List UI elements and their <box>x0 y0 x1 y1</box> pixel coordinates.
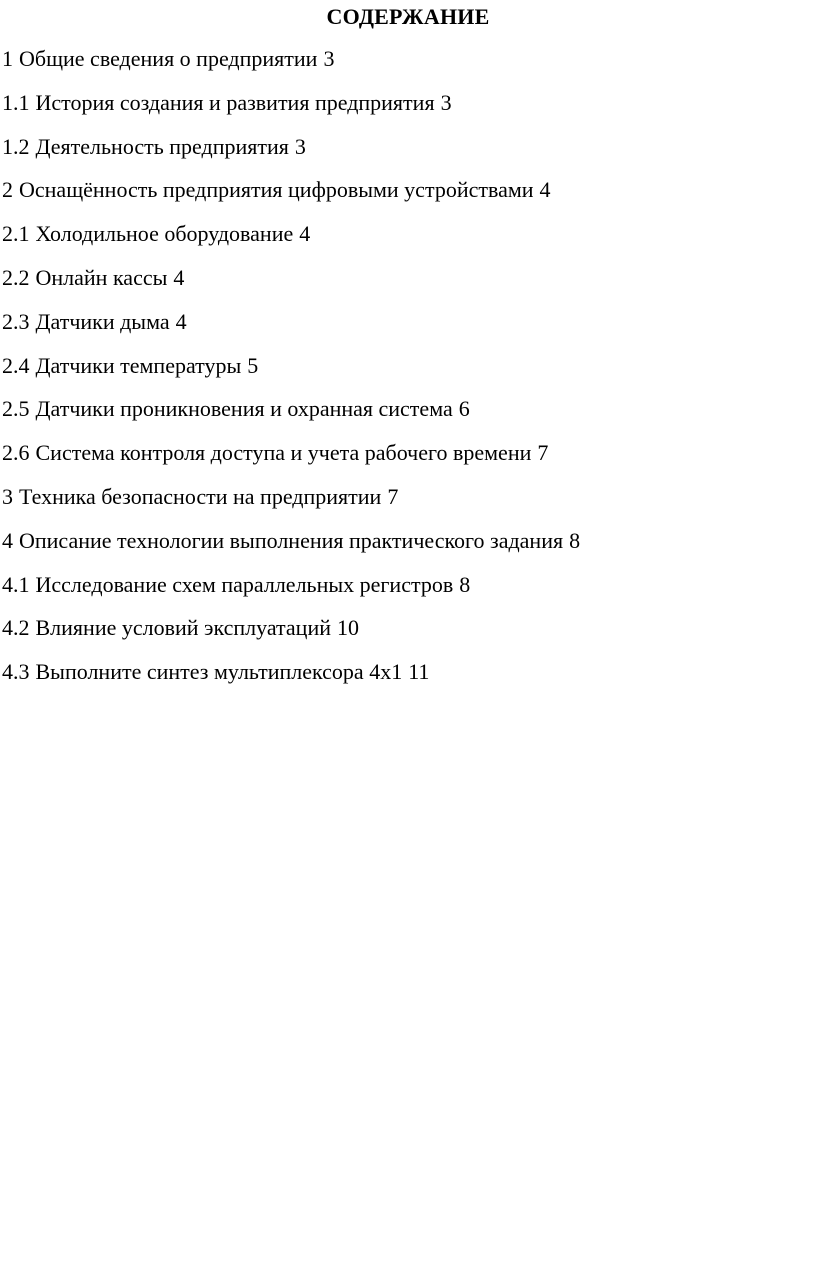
toc-entry-page: 4 <box>539 177 551 203</box>
toc-entry-number: 2.5 <box>2 396 30 422</box>
table-of-contents <box>2 46 580 703</box>
toc-entry-title: История создания и развития предприятия <box>35 89 435 115</box>
toc-entry-title: Холодильное оборудование <box>35 221 294 247</box>
toc-entry-page: 10 <box>337 615 360 641</box>
toc-entry-page: 8 <box>569 527 581 553</box>
toc-entry-number: 1.2 <box>2 133 30 159</box>
toc-entry <box>2 177 580 221</box>
toc-entry <box>2 615 580 659</box>
toc-entry-number: 2.2 <box>2 264 30 290</box>
toc-entry-number: 2.6 <box>2 440 30 466</box>
toc-entry-number: 1 <box>2 46 13 71</box>
toc-entry-page: 11 <box>408 659 430 685</box>
toc-entry-page: 3 <box>323 46 335 71</box>
toc-entry-number: 4.3 <box>2 659 30 685</box>
toc-entry-title: Онлайн кассы <box>35 264 168 290</box>
toc-entry-number: 3 <box>2 483 13 509</box>
toc-entry-number: 4.2 <box>2 615 30 641</box>
toc-entry-title: Система контроля доступа и учета рабочего времени <box>35 440 532 466</box>
toc-entry <box>2 528 580 572</box>
toc-entry-title: Влияние условий эксплуатаций <box>35 615 332 641</box>
toc-entry-page: 3 <box>440 89 452 115</box>
toc-entry-number: 2.4 <box>2 352 30 378</box>
toc-entry <box>2 353 580 397</box>
toc-entry <box>2 134 580 178</box>
toc-entry-number: 2.1 <box>2 221 30 247</box>
toc-entry <box>2 46 580 90</box>
toc-entry-title: Деятельность предприятия <box>35 133 289 159</box>
toc-entry-title: Исследование схем параллельных регистров <box>35 571 454 597</box>
toc-entry <box>2 440 580 484</box>
page-title: СОДЕРЖАНИЕ <box>326 4 490 29</box>
toc-entry-page: 6 <box>458 396 470 422</box>
toc-entry-title: Оснащённость предприятия цифровыми устройствами <box>19 177 534 203</box>
toc-entry <box>2 309 580 353</box>
toc-entry-page: 3 <box>294 133 306 159</box>
toc-entry-title: Описание технологии выполнения практического задания <box>19 527 564 553</box>
toc-entry <box>2 659 580 703</box>
toc-entry-page: 8 <box>459 571 471 597</box>
toc-entry-page: 4 <box>299 221 311 247</box>
toc-entry <box>2 90 580 134</box>
toc-entry <box>2 265 580 309</box>
toc-entry-page: 7 <box>537 440 549 466</box>
toc-entry-number: 4 <box>2 527 13 553</box>
toc-entry <box>2 572 580 616</box>
toc-entry-page: 5 <box>247 352 259 378</box>
toc-entry <box>2 221 580 265</box>
toc-entry <box>2 396 580 440</box>
toc-entry-title: Датчики дыма <box>35 308 170 334</box>
toc-entry-title: Выполните синтез мультиплексора 4х1 <box>35 659 403 685</box>
toc-entry-page: 7 <box>387 483 399 509</box>
toc-entry-page: 4 <box>173 264 185 290</box>
toc-entry-page: 4 <box>175 308 187 334</box>
toc-entry <box>2 484 580 528</box>
toc-entry-number: 2 <box>2 177 13 203</box>
toc-entry-title: Датчики температуры <box>35 352 242 378</box>
toc-entry-number: 4.1 <box>2 571 30 597</box>
toc-entry-title: Техника безопасности на предприятии <box>19 483 382 509</box>
toc-entry-number: 1.1 <box>2 89 30 115</box>
toc-entry-number: 2.3 <box>2 308 30 334</box>
toc-entry-title: Датчики проникновения и охранная система <box>35 396 453 422</box>
toc-entry-title: Общие сведения о предприятии <box>19 46 318 71</box>
